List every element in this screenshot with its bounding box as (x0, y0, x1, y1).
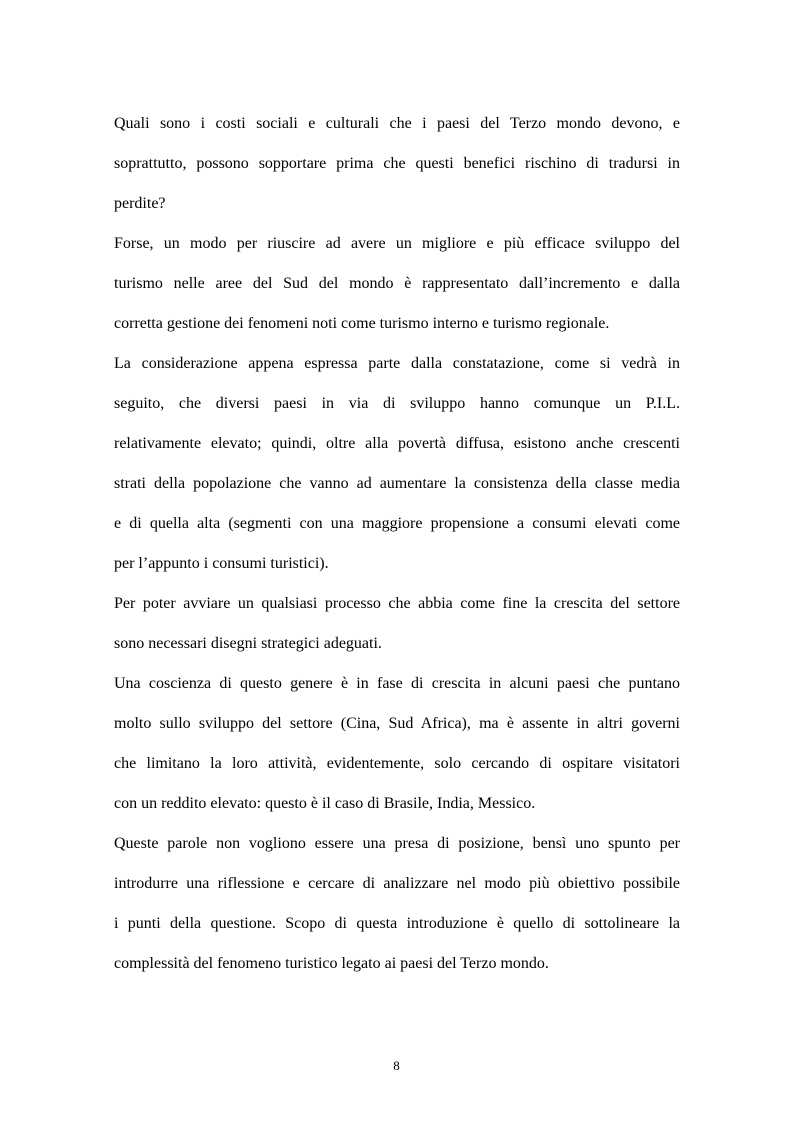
text-line: Una coscienza di questo genere è in fase di crescita in alcuni paesi che puntano (114, 675, 680, 692)
text-line: Per poter avviare un qualsiasi processo che abbia come fine la crescita del settore (114, 595, 680, 612)
paragraph (114, 110, 680, 230)
text-line: sono necessari disegni strategici adeguati. (114, 635, 382, 652)
text-line: molto sullo sviluppo del settore (Cina, Sud Africa), ma è assente in altri governi (114, 715, 680, 732)
text-line: e di quella alta (segmenti con una maggiore propensione a consumi elevati come (114, 515, 680, 532)
text-line: i punti della questione. Scopo di questa introduzione è quello di sottolineare la (114, 915, 680, 932)
text-line: per l’appunto i consumi turistici). (114, 555, 329, 572)
text-line: seguito, che diversi paesi in via di sviluppo hanno comunque un P.I.L. (114, 395, 680, 412)
text-line: strati della popolazione che vanno ad aumentare la consistenza della classe media (114, 475, 680, 492)
text-line: Queste parole non vogliono essere una presa di posizione, bensì uno spunto per (114, 835, 680, 852)
text-line: complessità del fenomeno turistico legato ai paesi del Terzo mondo. (114, 955, 549, 972)
text-line: soprattutto, possono sopportare prima che questi benefici rischino di tradursi in (114, 155, 680, 172)
paragraph (114, 830, 680, 990)
text-line: che limitano la loro attività, evidentemente, solo cercando di ospitare visitatori (114, 755, 680, 772)
paragraph (114, 350, 680, 590)
page-number: 8 (393, 1058, 400, 1073)
document-body (114, 110, 680, 990)
text-line: corretta gestione dei fenomeni noti come turismo interno e turismo regionale. (114, 315, 610, 332)
text-line: perdite? (114, 195, 166, 212)
text-line: introdurre una riflessione e cercare di analizzare nel modo più obiettivo possibile (114, 875, 680, 892)
paragraph (114, 230, 680, 350)
text-line: relativamente elevato; quindi, oltre alla povertà diffusa, esistono anche crescenti (114, 435, 680, 452)
text-line: Quali sono i costi sociali e culturali che i paesi del Terzo mondo devono, e (114, 115, 680, 132)
paragraph (114, 590, 680, 670)
text-line: turismo nelle aree del Sud del mondo è rappresentato dall’incremento e dalla (114, 275, 680, 292)
text-line: La considerazione appena espressa parte dalla constatazione, come si vedrà in (114, 355, 680, 372)
text-line: Forse, un modo per riuscire ad avere un migliore e più efficace sviluppo del (114, 235, 680, 252)
paragraph (114, 670, 680, 830)
text-line: con un reddito elevato: questo è il caso di Brasile, India, Messico. (114, 795, 536, 812)
